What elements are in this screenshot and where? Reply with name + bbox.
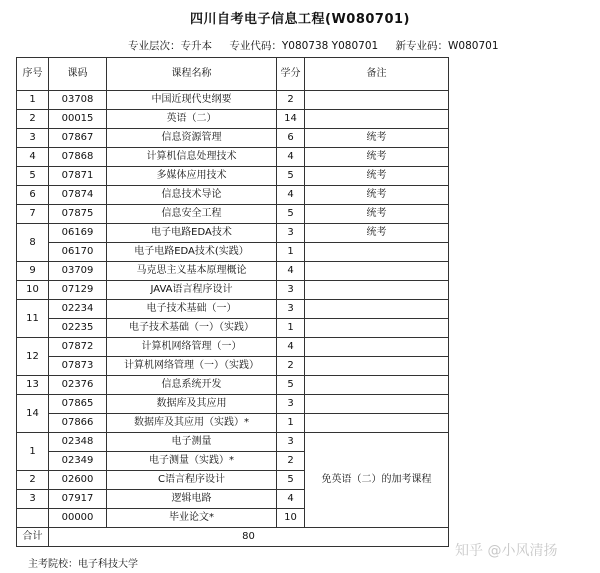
name-cell: 英语（二） [107, 110, 277, 129]
code-cell: 07874 [49, 186, 107, 205]
note-cell: 统考 [305, 186, 449, 205]
code-cell: 07873 [49, 357, 107, 376]
seq-cell [17, 509, 49, 528]
seq-cell: 8 [17, 224, 49, 262]
code-cell: 06169 [49, 224, 107, 243]
course-table [16, 57, 449, 547]
table-row [17, 300, 449, 319]
credit-cell: 3 [277, 281, 305, 300]
code-cell: 03709 [49, 262, 107, 281]
name-cell: 电子电路EDA技术(实践） [107, 243, 277, 262]
note-cell [305, 357, 449, 376]
name-cell: 电子测量 [107, 433, 277, 452]
note-cell: 统考 [305, 129, 449, 148]
table-row [17, 148, 449, 167]
table-row [17, 167, 449, 186]
table-row [17, 395, 449, 414]
credit-cell: 5 [277, 205, 305, 224]
note-cell: 统考 [305, 167, 449, 186]
table-row [17, 91, 449, 110]
seq-cell: 10 [17, 281, 49, 300]
credit-cell: 4 [277, 338, 305, 357]
header-seq: 序号 [17, 58, 49, 91]
name-cell: 电子电路EDA技术 [107, 224, 277, 243]
seq-cell: 14 [17, 395, 49, 433]
note-cell: 统考 [305, 205, 449, 224]
credit-cell: 3 [277, 300, 305, 319]
code-cell: 02376 [49, 376, 107, 395]
code-cell: 00015 [49, 110, 107, 129]
total-row [17, 528, 449, 547]
code-cell: 02234 [49, 300, 107, 319]
table-row [17, 262, 449, 281]
credit-cell: 4 [277, 262, 305, 281]
code-cell: 02349 [49, 452, 107, 471]
note-cell [305, 281, 449, 300]
note-cell [305, 376, 449, 395]
code-cell: 07917 [49, 490, 107, 509]
name-cell: 马克思主义基本原理概论 [107, 262, 277, 281]
credit-cell: 1 [277, 243, 305, 262]
header-credit: 学分 [277, 58, 305, 91]
credit-cell: 4 [277, 186, 305, 205]
code-cell: 07129 [49, 281, 107, 300]
credit-cell: 4 [277, 490, 305, 509]
table-row [17, 414, 449, 433]
table-row [17, 338, 449, 357]
seq-cell: 6 [17, 186, 49, 205]
name-cell: 计算机信息处理技术 [107, 148, 277, 167]
seq-cell: 9 [17, 262, 49, 281]
seq-cell: 1 [17, 91, 49, 110]
name-cell: 电子技术基础（一）（实践） [107, 319, 277, 338]
code-cell: 07872 [49, 338, 107, 357]
name-cell: 信息安全工程 [107, 205, 277, 224]
name-cell: JAVA语言程序设计 [107, 281, 277, 300]
credit-cell: 2 [277, 452, 305, 471]
watermark: 知乎 @小风清扬 [455, 543, 558, 559]
note-cell: 统考 [305, 224, 449, 243]
table-header-row [17, 58, 449, 91]
header-note: 备注 [305, 58, 449, 91]
name-cell: 数据库及其应用（实践）* [107, 414, 277, 433]
name-cell: 中国近现代史纲要 [107, 91, 277, 110]
seq-cell: 2 [17, 471, 49, 490]
seq-cell: 2 [17, 110, 49, 129]
new-specialty-code: 新专业码：W080701 [395, 40, 499, 52]
code-cell: 07875 [49, 205, 107, 224]
seq-cell: 3 [17, 129, 49, 148]
name-cell: 信息资源管理 [107, 129, 277, 148]
seq-cell: 7 [17, 205, 49, 224]
note-cell [305, 338, 449, 357]
credit-cell: 3 [277, 224, 305, 243]
credit-cell: 3 [277, 433, 305, 452]
table-row [17, 281, 449, 300]
header-name: 课程名称 [107, 58, 277, 91]
note-cell [305, 414, 449, 433]
table-row [17, 205, 449, 224]
note-cell [305, 243, 449, 262]
table-row [17, 357, 449, 376]
name-cell: 信息系统开发 [107, 376, 277, 395]
code-cell: 02235 [49, 319, 107, 338]
header-code: 课码 [49, 58, 107, 91]
code-cell: 07865 [49, 395, 107, 414]
seq-cell: 5 [17, 167, 49, 186]
name-cell: C语言程序设计 [107, 471, 277, 490]
name-cell: 电子技术基础（一） [107, 300, 277, 319]
table-row [17, 319, 449, 338]
credit-cell: 14 [277, 110, 305, 129]
code-cell: 02348 [49, 433, 107, 452]
credit-cell: 1 [277, 319, 305, 338]
note-cell: 统考 [305, 148, 449, 167]
seq-cell: 13 [17, 376, 49, 395]
code-cell: 02600 [49, 471, 107, 490]
table-row [17, 243, 449, 262]
credit-cell: 5 [277, 167, 305, 186]
table-row [17, 186, 449, 205]
name-cell: 计算机网络管理（一） [107, 338, 277, 357]
credit-cell: 10 [277, 509, 305, 528]
total-value: 80 [49, 528, 449, 547]
seq-cell: 12 [17, 338, 49, 376]
code-cell: 07866 [49, 414, 107, 433]
note-cell-extra-exam: 免英语（二）的加考课程 [305, 433, 449, 528]
name-cell: 毕业论文* [107, 509, 277, 528]
page-title: 四川自考电子信息工程(W080701) [190, 12, 410, 27]
credit-cell: 3 [277, 395, 305, 414]
specialty-level: 专业层次：专升本 [128, 40, 212, 52]
credit-cell: 5 [277, 471, 305, 490]
specialty-meta [128, 38, 513, 53]
name-cell: 计算机网络管理（一）（实践） [107, 357, 277, 376]
credit-cell: 2 [277, 357, 305, 376]
code-cell: 07867 [49, 129, 107, 148]
credit-cell: 6 [277, 129, 305, 148]
seq-cell: 1 [17, 433, 49, 471]
specialty-code: 专业代码：Y080738 Y080701 [229, 40, 379, 52]
credit-cell: 2 [277, 91, 305, 110]
code-cell: 00000 [49, 509, 107, 528]
note-cell [305, 319, 449, 338]
name-cell: 逻辑电路 [107, 490, 277, 509]
note-cell [305, 91, 449, 110]
table-row [17, 110, 449, 129]
name-cell: 信息技术导论 [107, 186, 277, 205]
note-cell [305, 395, 449, 414]
code-cell: 03708 [49, 91, 107, 110]
note-cell [305, 110, 449, 129]
seq-cell: 4 [17, 148, 49, 167]
table-row [17, 433, 449, 452]
table-row [17, 224, 449, 243]
name-cell: 多媒体应用技术 [107, 167, 277, 186]
credit-cell: 4 [277, 148, 305, 167]
table-row [17, 376, 449, 395]
name-cell: 电子测量（实践）* [107, 452, 277, 471]
note-cell [305, 300, 449, 319]
table-row [17, 129, 449, 148]
note-cell [305, 262, 449, 281]
seq-cell: 3 [17, 490, 49, 509]
code-cell: 06170 [49, 243, 107, 262]
credit-cell: 5 [277, 376, 305, 395]
code-cell: 07868 [49, 148, 107, 167]
name-cell: 数据库及其应用 [107, 395, 277, 414]
credit-cell: 1 [277, 414, 305, 433]
code-cell: 07871 [49, 167, 107, 186]
seq-cell: 11 [17, 300, 49, 338]
exam-university: 主考院校：电子科技大学 [28, 559, 138, 570]
total-label: 合计 [17, 528, 49, 547]
